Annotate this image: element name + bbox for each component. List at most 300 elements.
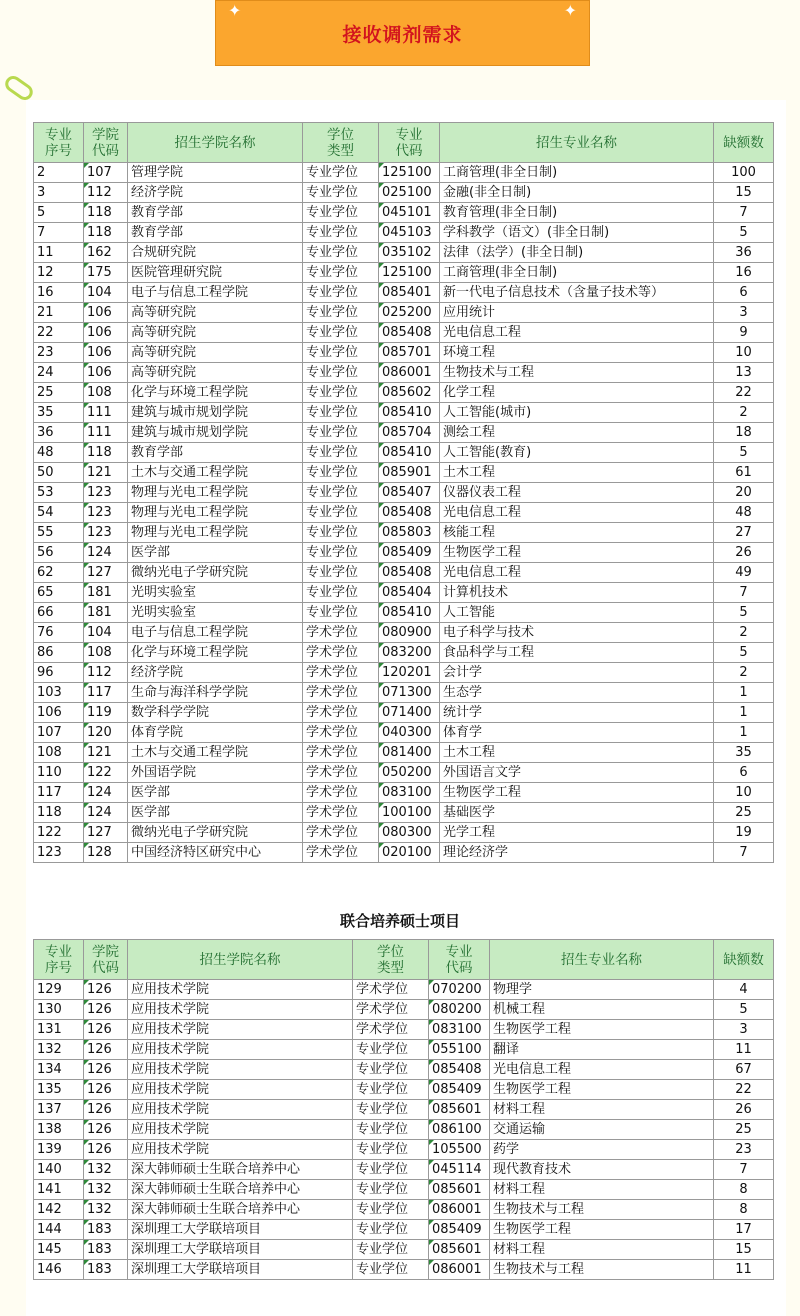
cell-seq: 138 bbox=[34, 1120, 84, 1140]
cell-college-name: 教育学部 bbox=[128, 223, 303, 243]
cell-major-name: 材料工程 bbox=[490, 1180, 714, 1200]
cell-college-code: 118 bbox=[84, 223, 128, 243]
cell-major-code: 081400 bbox=[379, 743, 440, 763]
table-body bbox=[34, 163, 774, 863]
cell-vacancy: 18 bbox=[714, 423, 774, 443]
table-row bbox=[34, 1240, 774, 1260]
cell-degree-type: 专业学位 bbox=[353, 1200, 429, 1220]
cell-vacancy: 1 bbox=[714, 683, 774, 703]
cell-major-name: 物理学 bbox=[490, 980, 714, 1000]
table-row bbox=[34, 743, 774, 763]
table-row bbox=[34, 1100, 774, 1120]
cell-degree-type: 专业学位 bbox=[303, 323, 379, 343]
cell-degree-type: 专业学位 bbox=[303, 423, 379, 443]
cell-vacancy: 48 bbox=[714, 503, 774, 523]
table-row bbox=[34, 1120, 774, 1140]
table-row bbox=[34, 723, 774, 743]
cell-major-name: 新一代电子信息技术（含量子技术等） bbox=[440, 283, 714, 303]
cell-vacancy: 7 bbox=[714, 843, 774, 863]
cell-degree-type: 专业学位 bbox=[303, 603, 379, 623]
cell-major-code: 085601 bbox=[429, 1180, 490, 1200]
cell-vacancy: 7 bbox=[714, 1160, 774, 1180]
cell-college-code: 124 bbox=[84, 803, 128, 823]
cell-degree-type: 专业学位 bbox=[303, 403, 379, 423]
cell-college-name: 电子与信息工程学院 bbox=[128, 623, 303, 643]
table-row bbox=[34, 523, 774, 543]
table-row bbox=[34, 203, 774, 223]
cell-degree-type: 专业学位 bbox=[303, 563, 379, 583]
header-major-code: 专业 代码 bbox=[379, 123, 440, 163]
cell-major-name: 计算机技术 bbox=[440, 583, 714, 603]
cell-degree-type: 学术学位 bbox=[303, 683, 379, 703]
cell-college-code: 127 bbox=[84, 823, 128, 843]
cell-major-code: 045101 bbox=[379, 203, 440, 223]
cell-college-name: 土木与交通工程学院 bbox=[128, 463, 303, 483]
cell-seq: 137 bbox=[34, 1100, 84, 1120]
cell-vacancy: 3 bbox=[714, 303, 774, 323]
cell-vacancy: 17 bbox=[714, 1220, 774, 1240]
cell-major-code: 035102 bbox=[379, 243, 440, 263]
cell-vacancy: 10 bbox=[714, 783, 774, 803]
cell-college-code: 183 bbox=[84, 1260, 128, 1280]
cell-college-name: 光明实验室 bbox=[128, 583, 303, 603]
cell-college-name: 应用技术学院 bbox=[128, 1060, 353, 1080]
cell-college-code: 126 bbox=[84, 1040, 128, 1060]
cell-vacancy: 15 bbox=[714, 1240, 774, 1260]
cell-college-code: 181 bbox=[84, 603, 128, 623]
cell-college-code: 126 bbox=[84, 980, 128, 1000]
table-row bbox=[34, 443, 774, 463]
cell-college-name: 深圳理工大学联培项目 bbox=[128, 1240, 353, 1260]
cell-seq: 55 bbox=[34, 523, 84, 543]
cell-major-code: 083200 bbox=[379, 643, 440, 663]
cell-degree-type: 专业学位 bbox=[303, 183, 379, 203]
table-row bbox=[34, 423, 774, 443]
cell-major-name: 环境工程 bbox=[440, 343, 714, 363]
table-row bbox=[34, 503, 774, 523]
cell-college-code: 106 bbox=[84, 363, 128, 383]
cell-major-name: 生物技术与工程 bbox=[440, 363, 714, 383]
table-row bbox=[34, 163, 774, 183]
cell-major-name: 仪器仪表工程 bbox=[440, 483, 714, 503]
cell-major-name: 核能工程 bbox=[440, 523, 714, 543]
cell-college-name: 化学与环境工程学院 bbox=[128, 643, 303, 663]
cell-seq: 16 bbox=[34, 283, 84, 303]
cell-college-code: 118 bbox=[84, 203, 128, 223]
cell-college-code: 112 bbox=[84, 183, 128, 203]
cell-major-code: 085404 bbox=[379, 583, 440, 603]
cell-major-code: 071300 bbox=[379, 683, 440, 703]
table-row bbox=[34, 583, 774, 603]
cell-major-code: 085409 bbox=[429, 1220, 490, 1240]
cell-vacancy: 26 bbox=[714, 543, 774, 563]
table-row bbox=[34, 980, 774, 1000]
cell-major-name: 现代教育技术 bbox=[490, 1160, 714, 1180]
cell-major-name: 理论经济学 bbox=[440, 843, 714, 863]
cell-degree-type: 专业学位 bbox=[353, 1220, 429, 1240]
cell-college-code: 162 bbox=[84, 243, 128, 263]
table-row bbox=[34, 823, 774, 843]
cell-major-code: 085602 bbox=[379, 383, 440, 403]
cell-seq: 23 bbox=[34, 343, 84, 363]
cell-college-name: 高等研究院 bbox=[128, 363, 303, 383]
cell-major-name: 人工智能 bbox=[440, 603, 714, 623]
cell-degree-type: 专业学位 bbox=[303, 243, 379, 263]
cell-major-name: 生物医学工程 bbox=[490, 1020, 714, 1040]
cell-degree-type: 专业学位 bbox=[303, 363, 379, 383]
table-row bbox=[34, 1060, 774, 1080]
cell-major-code: 050200 bbox=[379, 763, 440, 783]
table-row bbox=[34, 1000, 774, 1020]
cell-vacancy: 5 bbox=[714, 223, 774, 243]
cell-seq: 140 bbox=[34, 1160, 84, 1180]
cell-major-code: 055100 bbox=[429, 1040, 490, 1060]
cell-college-code: 112 bbox=[84, 663, 128, 683]
cell-major-name: 光电信息工程 bbox=[440, 563, 714, 583]
cell-vacancy: 5 bbox=[714, 1000, 774, 1020]
cell-major-code: 025200 bbox=[379, 303, 440, 323]
cell-college-code: 104 bbox=[84, 283, 128, 303]
cell-degree-type: 专业学位 bbox=[353, 1160, 429, 1180]
cell-college-code: 120 bbox=[84, 723, 128, 743]
cell-major-code: 085901 bbox=[379, 463, 440, 483]
table-row bbox=[34, 803, 774, 823]
header-seq: 专业 序号 bbox=[34, 940, 84, 980]
cell-seq: 129 bbox=[34, 980, 84, 1000]
cell-college-code: 118 bbox=[84, 443, 128, 463]
cell-seq: 103 bbox=[34, 683, 84, 703]
table-row bbox=[34, 283, 774, 303]
cell-major-name: 食品科学与工程 bbox=[440, 643, 714, 663]
cell-college-name: 物理与光电工程学院 bbox=[128, 523, 303, 543]
header-college-name: 招生学院名称 bbox=[128, 940, 353, 980]
cell-vacancy: 2 bbox=[714, 623, 774, 643]
cell-major-name: 统计学 bbox=[440, 703, 714, 723]
cell-seq: 11 bbox=[34, 243, 84, 263]
cell-degree-type: 学术学位 bbox=[303, 723, 379, 743]
cell-college-name: 微纳光电子学研究院 bbox=[128, 563, 303, 583]
cell-college-name: 应用技术学院 bbox=[128, 1000, 353, 1020]
cell-college-name: 高等研究院 bbox=[128, 303, 303, 323]
table-row bbox=[34, 303, 774, 323]
cell-college-code: 127 bbox=[84, 563, 128, 583]
cell-vacancy: 26 bbox=[714, 1100, 774, 1120]
cell-college-name: 外国语学院 bbox=[128, 763, 303, 783]
cell-seq: 24 bbox=[34, 363, 84, 383]
cell-major-code: 100100 bbox=[379, 803, 440, 823]
cell-college-code: 124 bbox=[84, 783, 128, 803]
cell-degree-type: 专业学位 bbox=[303, 583, 379, 603]
table-row bbox=[34, 783, 774, 803]
cell-college-code: 106 bbox=[84, 343, 128, 363]
cell-degree-type: 专业学位 bbox=[303, 483, 379, 503]
header-major-code: 专业 代码 bbox=[429, 940, 490, 980]
cell-major-name: 生物医学工程 bbox=[490, 1080, 714, 1100]
cell-major-name: 应用统计 bbox=[440, 303, 714, 323]
adjustment-table bbox=[33, 122, 774, 863]
cell-major-code: 125100 bbox=[379, 263, 440, 283]
cell-major-code: 083100 bbox=[379, 783, 440, 803]
cell-major-code: 020100 bbox=[379, 843, 440, 863]
cell-vacancy: 27 bbox=[714, 523, 774, 543]
cell-degree-type: 专业学位 bbox=[303, 443, 379, 463]
banner-title: 接收调剂需求 bbox=[342, 23, 463, 46]
cell-college-name: 建筑与城市规划学院 bbox=[128, 423, 303, 443]
cell-major-name: 生物技术与工程 bbox=[490, 1200, 714, 1220]
cell-college-code: 181 bbox=[84, 583, 128, 603]
cell-major-code: 085407 bbox=[379, 483, 440, 503]
cell-degree-type: 学术学位 bbox=[303, 763, 379, 783]
header-college-code: 学院 代码 bbox=[84, 940, 128, 980]
cell-major-code: 085408 bbox=[379, 563, 440, 583]
cell-vacancy: 13 bbox=[714, 363, 774, 383]
cell-degree-type: 专业学位 bbox=[303, 383, 379, 403]
sparkle-icon: ✦ bbox=[563, 1, 577, 20]
cell-college-code: 126 bbox=[84, 1140, 128, 1160]
table-row bbox=[34, 1260, 774, 1280]
cell-major-code: 071400 bbox=[379, 703, 440, 723]
cell-major-name: 材料工程 bbox=[490, 1100, 714, 1120]
cell-seq: 135 bbox=[34, 1080, 84, 1100]
table-row bbox=[34, 683, 774, 703]
cell-seq: 142 bbox=[34, 1200, 84, 1220]
cell-vacancy: 10 bbox=[714, 343, 774, 363]
cell-degree-type: 学术学位 bbox=[303, 663, 379, 683]
cell-college-code: 183 bbox=[84, 1240, 128, 1260]
table-row bbox=[34, 243, 774, 263]
cell-college-name: 土木与交通工程学院 bbox=[128, 743, 303, 763]
cell-vacancy: 16 bbox=[714, 263, 774, 283]
cell-vacancy: 11 bbox=[714, 1260, 774, 1280]
cell-degree-type: 专业学位 bbox=[353, 1080, 429, 1100]
cell-college-name: 物理与光电工程学院 bbox=[128, 503, 303, 523]
cell-college-code: 121 bbox=[84, 463, 128, 483]
cell-major-code: 083100 bbox=[429, 1020, 490, 1040]
cell-college-name: 医学部 bbox=[128, 783, 303, 803]
cell-seq: 86 bbox=[34, 643, 84, 663]
cell-college-name: 应用技术学院 bbox=[128, 1080, 353, 1100]
cell-seq: 62 bbox=[34, 563, 84, 583]
cell-seq: 122 bbox=[34, 823, 84, 843]
cell-major-code: 085401 bbox=[379, 283, 440, 303]
cell-degree-type: 专业学位 bbox=[353, 1140, 429, 1160]
cell-seq: 108 bbox=[34, 743, 84, 763]
cell-major-code: 085408 bbox=[429, 1060, 490, 1080]
cell-seq: 56 bbox=[34, 543, 84, 563]
cell-degree-type: 学术学位 bbox=[303, 743, 379, 763]
cell-degree-type: 专业学位 bbox=[353, 1120, 429, 1140]
cell-degree-type: 专业学位 bbox=[303, 503, 379, 523]
cell-degree-type: 专业学位 bbox=[303, 223, 379, 243]
cell-major-code: 085704 bbox=[379, 423, 440, 443]
header-vacancy: 缺额数 bbox=[714, 940, 774, 980]
cell-major-code: 025100 bbox=[379, 183, 440, 203]
cell-degree-type: 专业学位 bbox=[303, 283, 379, 303]
cell-college-code: 132 bbox=[84, 1200, 128, 1220]
cell-seq: 48 bbox=[34, 443, 84, 463]
cell-seq: 36 bbox=[34, 423, 84, 443]
cell-major-name: 光学工程 bbox=[440, 823, 714, 843]
cell-college-name: 体育学院 bbox=[128, 723, 303, 743]
cell-seq: 65 bbox=[34, 583, 84, 603]
header-college-code: 学院 代码 bbox=[84, 123, 128, 163]
cell-college-name: 管理学院 bbox=[128, 163, 303, 183]
cell-major-name: 交通运输 bbox=[490, 1120, 714, 1140]
cell-degree-type: 专业学位 bbox=[353, 1060, 429, 1080]
cell-major-name: 学科教学（语文）(非全日制) bbox=[440, 223, 714, 243]
cell-seq: 96 bbox=[34, 663, 84, 683]
cell-college-name: 教育学部 bbox=[128, 443, 303, 463]
table-row bbox=[34, 1200, 774, 1220]
cell-degree-type: 专业学位 bbox=[353, 1100, 429, 1120]
cell-degree-type: 专业学位 bbox=[303, 463, 379, 483]
cell-college-code: 121 bbox=[84, 743, 128, 763]
cell-college-code: 104 bbox=[84, 623, 128, 643]
cell-vacancy: 3 bbox=[714, 1020, 774, 1040]
table-row bbox=[34, 263, 774, 283]
cell-vacancy: 8 bbox=[714, 1200, 774, 1220]
cell-seq: 5 bbox=[34, 203, 84, 223]
cell-major-code: 085409 bbox=[429, 1080, 490, 1100]
table-row bbox=[34, 1040, 774, 1060]
table-row bbox=[34, 463, 774, 483]
cell-college-code: 126 bbox=[84, 1060, 128, 1080]
header-seq: 专业 序号 bbox=[34, 123, 84, 163]
cell-college-name: 深大韩师硕士生联合培养中心 bbox=[128, 1180, 353, 1200]
cell-seq: 131 bbox=[34, 1020, 84, 1040]
cell-major-code: 085410 bbox=[379, 403, 440, 423]
cell-major-code: 070200 bbox=[429, 980, 490, 1000]
cell-vacancy: 1 bbox=[714, 703, 774, 723]
header-vacancy: 缺额数 bbox=[714, 123, 774, 163]
cell-college-code: 126 bbox=[84, 1000, 128, 1020]
cell-major-name: 测绘工程 bbox=[440, 423, 714, 443]
cell-college-code: 126 bbox=[84, 1100, 128, 1120]
cell-major-code: 086001 bbox=[429, 1200, 490, 1220]
cell-college-name: 高等研究院 bbox=[128, 343, 303, 363]
cell-college-name: 经济学院 bbox=[128, 663, 303, 683]
cell-major-name: 外国语言文学 bbox=[440, 763, 714, 783]
cell-vacancy: 49 bbox=[714, 563, 774, 583]
cell-degree-type: 专业学位 bbox=[303, 303, 379, 323]
cell-degree-type: 学术学位 bbox=[303, 843, 379, 863]
cell-college-name: 教育学部 bbox=[128, 203, 303, 223]
cell-vacancy: 36 bbox=[714, 243, 774, 263]
cell-vacancy: 35 bbox=[714, 743, 774, 763]
cell-degree-type: 学术学位 bbox=[303, 783, 379, 803]
cell-college-code: 122 bbox=[84, 763, 128, 783]
cell-major-code: 125100 bbox=[379, 163, 440, 183]
cell-seq: 117 bbox=[34, 783, 84, 803]
cell-major-code: 085803 bbox=[379, 523, 440, 543]
cell-seq: 50 bbox=[34, 463, 84, 483]
cell-major-name: 生物医学工程 bbox=[440, 543, 714, 563]
cell-major-name: 工商管理(非全日制) bbox=[440, 263, 714, 283]
table-row bbox=[34, 1140, 774, 1160]
cell-college-name: 合规研究院 bbox=[128, 243, 303, 263]
cell-college-code: 106 bbox=[84, 323, 128, 343]
cell-seq: 7 bbox=[34, 223, 84, 243]
cell-vacancy: 6 bbox=[714, 763, 774, 783]
cell-college-name: 经济学院 bbox=[128, 183, 303, 203]
table-row bbox=[34, 663, 774, 683]
table-row bbox=[34, 483, 774, 503]
cell-seq: 141 bbox=[34, 1180, 84, 1200]
cell-seq: 25 bbox=[34, 383, 84, 403]
header-college-name: 招生学院名称 bbox=[128, 123, 303, 163]
cell-college-code: 107 bbox=[84, 163, 128, 183]
cell-college-code: 123 bbox=[84, 483, 128, 503]
cell-major-name: 土木工程 bbox=[440, 743, 714, 763]
cell-seq: 134 bbox=[34, 1060, 84, 1080]
cell-major-code: 120201 bbox=[379, 663, 440, 683]
cell-college-name: 光明实验室 bbox=[128, 603, 303, 623]
cell-college-code: 132 bbox=[84, 1180, 128, 1200]
cell-major-code: 085601 bbox=[429, 1240, 490, 1260]
table-row bbox=[34, 1160, 774, 1180]
cell-college-name: 微纳光电子学研究院 bbox=[128, 823, 303, 843]
cell-major-code: 045103 bbox=[379, 223, 440, 243]
cell-major-name: 化学工程 bbox=[440, 383, 714, 403]
cell-major-code: 085408 bbox=[379, 323, 440, 343]
cell-major-code: 080300 bbox=[379, 823, 440, 843]
table-body bbox=[34, 980, 774, 1280]
cell-major-code: 045114 bbox=[429, 1160, 490, 1180]
table-row bbox=[34, 763, 774, 783]
cell-degree-type: 专业学位 bbox=[303, 203, 379, 223]
cell-major-name: 生物医学工程 bbox=[490, 1220, 714, 1240]
cell-seq: 139 bbox=[34, 1140, 84, 1160]
cell-vacancy: 100 bbox=[714, 163, 774, 183]
cell-vacancy: 22 bbox=[714, 383, 774, 403]
cell-seq: 2 bbox=[34, 163, 84, 183]
table-row bbox=[34, 403, 774, 423]
table-header-row bbox=[34, 940, 774, 980]
cell-college-name: 医学部 bbox=[128, 543, 303, 563]
cell-college-name: 医学部 bbox=[128, 803, 303, 823]
cell-vacancy: 25 bbox=[714, 803, 774, 823]
cell-college-code: 183 bbox=[84, 1220, 128, 1240]
table-row bbox=[34, 1020, 774, 1040]
cell-degree-type: 学术学位 bbox=[303, 643, 379, 663]
cell-major-code: 080200 bbox=[429, 1000, 490, 1020]
cell-major-code: 080900 bbox=[379, 623, 440, 643]
cell-college-code: 106 bbox=[84, 303, 128, 323]
cell-major-name: 人工智能(城市) bbox=[440, 403, 714, 423]
cell-degree-type: 专业学位 bbox=[353, 1240, 429, 1260]
table-row bbox=[34, 363, 774, 383]
header-degree-type: 学位 类型 bbox=[303, 123, 379, 163]
table-row bbox=[34, 1080, 774, 1100]
cell-college-name: 深圳理工大学联培项目 bbox=[128, 1220, 353, 1240]
cell-college-name: 数学科学学院 bbox=[128, 703, 303, 723]
cell-seq: 66 bbox=[34, 603, 84, 623]
cell-seq: 76 bbox=[34, 623, 84, 643]
cell-vacancy: 8 bbox=[714, 1180, 774, 1200]
table-row bbox=[34, 843, 774, 863]
cell-college-code: 132 bbox=[84, 1160, 128, 1180]
cell-major-name: 人工智能(教育) bbox=[440, 443, 714, 463]
cell-seq: 54 bbox=[34, 503, 84, 523]
cell-major-name: 土木工程 bbox=[440, 463, 714, 483]
cell-major-name: 电子科学与技术 bbox=[440, 623, 714, 643]
cell-seq: 106 bbox=[34, 703, 84, 723]
cell-seq: 12 bbox=[34, 263, 84, 283]
cell-college-code: 126 bbox=[84, 1020, 128, 1040]
cell-college-code: 123 bbox=[84, 523, 128, 543]
cell-degree-type: 学术学位 bbox=[303, 703, 379, 723]
cell-major-name: 基础医学 bbox=[440, 803, 714, 823]
